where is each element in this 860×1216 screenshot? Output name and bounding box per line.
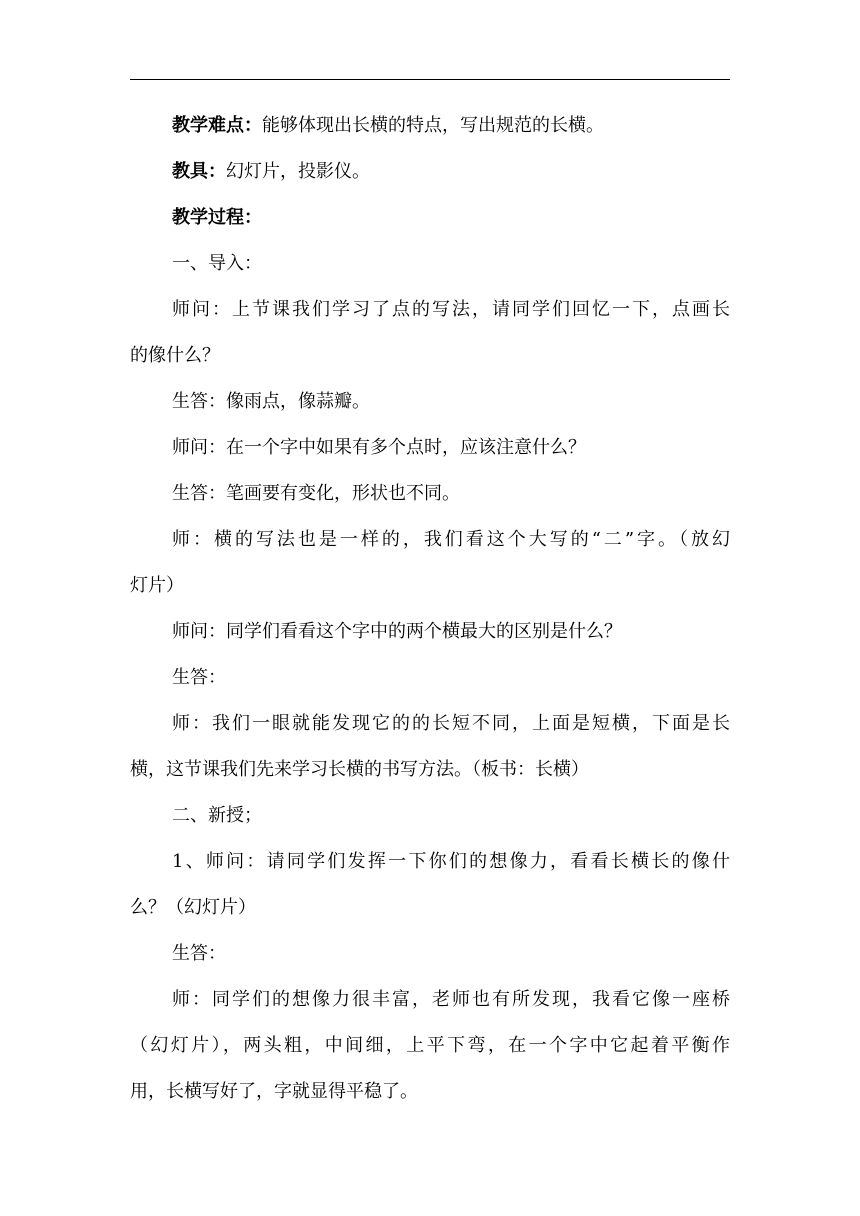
paragraph-line: 的像什么？: [130, 345, 220, 366]
header-rule: [130, 79, 730, 80]
paragraph-line: 生答：像雨点，像蒜瓣。: [172, 391, 370, 412]
section-heading-new-lesson: 二、新授；: [172, 805, 262, 826]
paragraph-line: 师：我们一眼就能发现它的的长短不同，上面是短横，下面是长: [172, 713, 730, 734]
paragraph-line: 生答：笔画要有变化，形状也不同。: [172, 483, 460, 504]
label-teaching-difficulty: 教学难点：: [172, 115, 262, 136]
paragraph-line: 灯片）: [130, 575, 184, 596]
paragraph-line: （幻灯片），两头粗，中间细，上平下弯，在一个字中它起着平衡作: [130, 1035, 730, 1056]
paragraph-line: 1、师问：请同学们发挥一下你们的想像力，看看长横长的像什: [172, 851, 730, 872]
text-teaching-aids: 幻灯片，投影仪。: [226, 161, 370, 182]
paragraph-line: 师问：同学们看看这个字中的两个横最大的区别是什么？: [172, 621, 622, 642]
paragraph-teaching-difficulty: [130, 103, 730, 149]
paragraph-line: 生答：: [172, 667, 226, 688]
paragraph-line: 师：同学们的想像力很丰富，老师也有所发现，我看它像一座桥: [172, 989, 730, 1010]
paragraph-line: 横，这节课我们先来学习长横的书写方法。（板书：长横）: [130, 759, 589, 780]
paragraph-line: 师问：上节课我们学习了点的写法，请同学们回忆一下，点画长: [172, 299, 730, 320]
paragraph-line: 么？（幻灯片）: [130, 897, 256, 918]
text-teaching-difficulty: 能够体现出长横的特点，写出规范的长横。: [262, 115, 604, 136]
section-heading-intro: 一、导入：: [172, 253, 262, 274]
label-teaching-aids: 教具：: [172, 161, 226, 182]
paragraph-teaching-aids: [130, 149, 730, 195]
label-teaching-process: 教学过程：: [172, 207, 262, 228]
paragraph-line: 师问：在一个字中如果有多个点时，应该注意什么？: [172, 437, 586, 458]
paragraph-line: 生答：: [172, 943, 226, 964]
paragraph-line: 师：横的写法也是一样的，我们看这个大写的“二”字。（放幻: [172, 529, 730, 550]
paragraph-line: 用，长横写好了，字就显得平稳了。: [130, 1081, 418, 1102]
paragraph-teaching-process: [130, 195, 730, 241]
